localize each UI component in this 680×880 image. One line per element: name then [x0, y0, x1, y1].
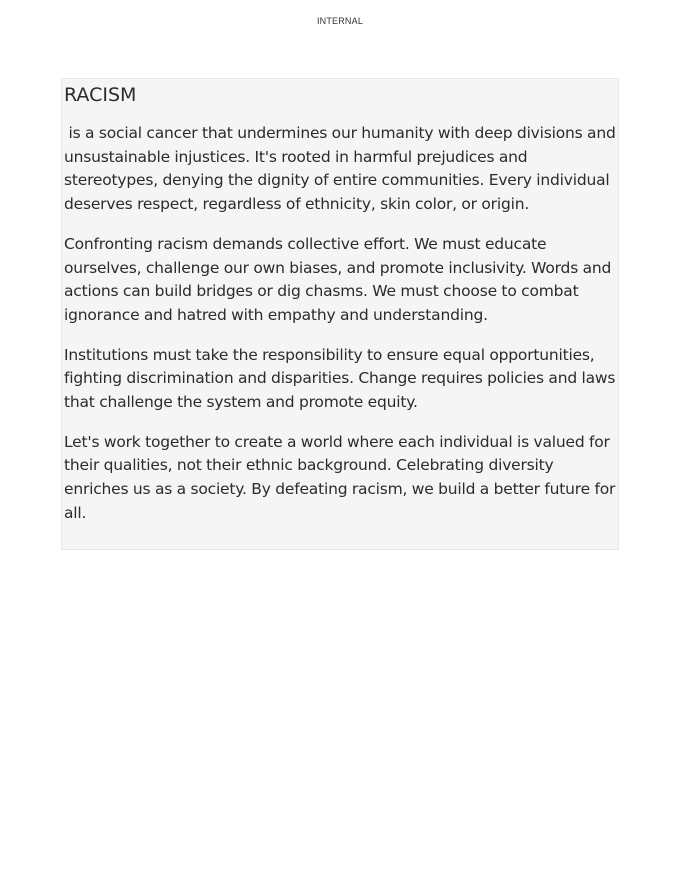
paragraph: Institutions must take the responsibility to ensure equal opportunities, fighting discrimination and disparities. Change requires policies and laws that challenge the system and promote equity. — [64, 345, 616, 412]
document-title: RACISM — [64, 84, 137, 106]
document-body — [61, 78, 619, 550]
paragraph: is a social cancer that undermines our humanity with deep divisions and unsustainable injustices. It's rooted in harmful prejudices and stereotypes, denying the dignity of entire communities. Every individual deserves respect, regardless of ethnicity, skin color, or origin. — [64, 124, 621, 214]
classification-label: INTERNAL — [316, 16, 364, 26]
paragraph: Let's work together to create a world where each individual is valued for their qualities, not their ethnic background. Celebrating diversity enriches us as a society. By defeating racism, we build a better future for all. — [64, 432, 616, 522]
paragraph: Confronting racism demands collective effort. We must educate ourselves, challenge our own biases, and promote inclusivity. Words and actions can build bridges or dig chasms. We must choose to combat ignorance and hatred with empathy and understanding. — [64, 234, 612, 324]
